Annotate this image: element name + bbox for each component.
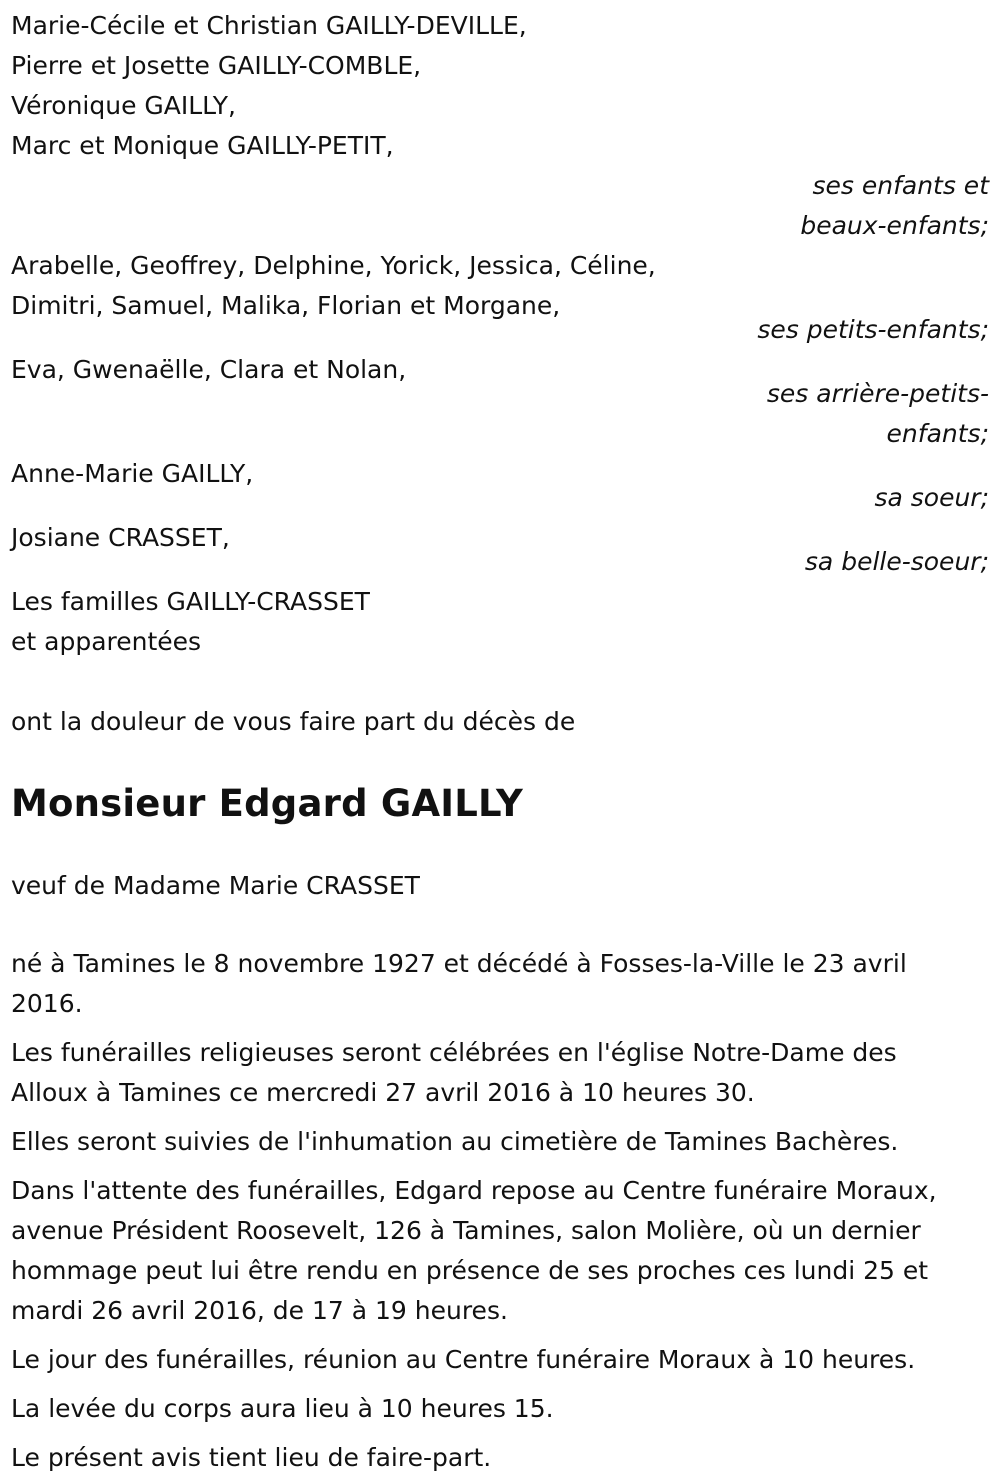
relationship-label: enfants; — [886, 419, 989, 448]
family-line: Eva, Gwenaëlle, Clara et Nolan, — [11, 355, 407, 384]
sister-in-law-group — [11, 518, 991, 582]
children-group — [11, 6, 991, 246]
sister-group — [11, 454, 991, 518]
relationship-label: ses arrière-petits- — [766, 379, 989, 408]
great-grandchildren-group — [11, 350, 991, 454]
relationship-label: ses enfants et — [812, 171, 989, 200]
departure-paragraph: La levée du corps aura lieu à 10 heures 15. — [11, 1394, 554, 1423]
announcement-text: ont la douleur de vous faire part du décès de — [11, 707, 576, 736]
relationship-label: beaux-enfants; — [800, 211, 989, 240]
birth-death-paragraph: né à Tamines le 8 novembre 1927 et décédé à Fosses-la-Ville le 23 avril 2016. — [11, 949, 907, 1018]
relationship-label: sa belle-soeur; — [804, 547, 989, 576]
family-line: Véronique GAILLY, — [11, 91, 236, 120]
grandchildren-group — [11, 246, 991, 350]
gathering-paragraph: Le jour des funérailles, réunion au Centre funéraire Moraux à 10 heures. — [11, 1345, 916, 1374]
family-line: Dimitri, Samuel, Malika, Florian et Morgane, — [11, 291, 561, 320]
widow-of-text: veuf de Madame Marie CRASSET — [11, 871, 420, 900]
family-line: Arabelle, Geoffrey, Delphine, Yorick, Jessica, Céline, — [11, 251, 656, 280]
family-line: Pierre et Josette GAILLY-COMBLE, — [11, 51, 422, 80]
deceased-name: Monsieur Edgard GAILLY — [11, 782, 524, 825]
family-line: et apparentées — [11, 627, 202, 656]
family-line: Les familles GAILLY-CRASSET — [11, 587, 370, 616]
family-line: Marie-Cécile et Christian GAILLY-DEVILLE, — [11, 11, 527, 40]
relationship-label: sa soeur; — [874, 483, 989, 512]
family-line: Marc et Monique GAILLY-PETIT, — [11, 131, 394, 160]
burial-paragraph: Elles seront suivies de l'inhumation au cimetière de Tamines Bachères. — [11, 1127, 899, 1156]
obituary-notice — [11, 6, 991, 1478]
family-line: Josiane CRASSET, — [11, 523, 230, 552]
family-line: Anne-Marie GAILLY, — [11, 459, 254, 488]
families-group — [11, 582, 991, 662]
relationship-label: ses petits-enfants; — [757, 315, 989, 344]
ceremony-paragraph: Les funérailles religieuses seront célébrées en l'église Notre-Dame des Alloux à Tamines ce mercredi 27 avril 2016 à 10 heures 30. — [11, 1038, 897, 1107]
closing-paragraph: Le présent avis tient lieu de faire-part. — [11, 1443, 492, 1472]
visitation-paragraph: Dans l'attente des funérailles, Edgard repose au Centre funéraire Moraux, avenue Président Roosevelt, 126 à Tamines, salon Molière, où un dernier hommage peut lui être rendu en présence de ses proches ces lundi 25 et mardi 26 avril 2016, de 17 à 19 heures. — [11, 1176, 937, 1325]
